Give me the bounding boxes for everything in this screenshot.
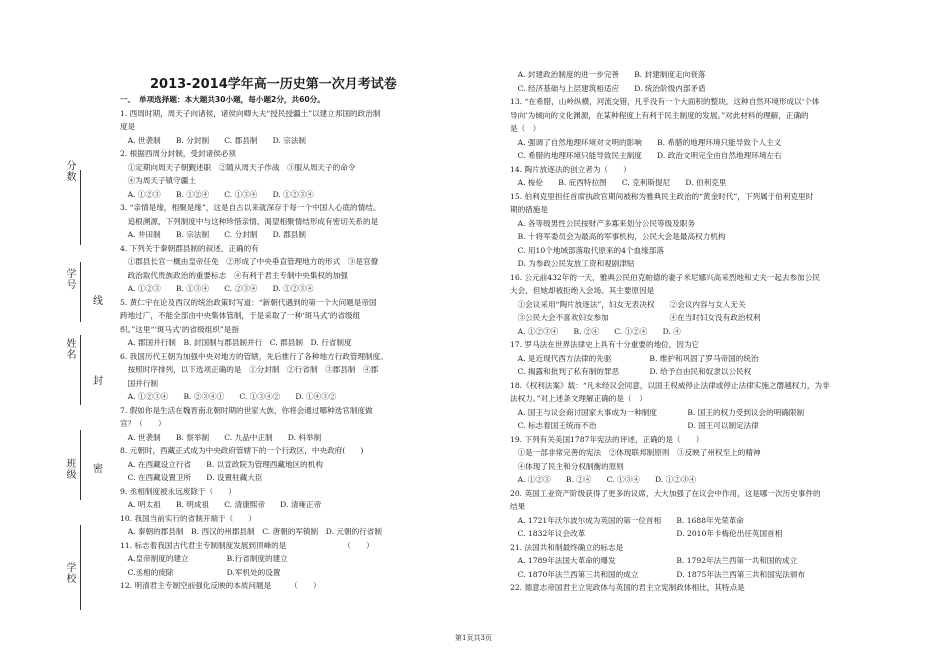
question-line: 度是 xyxy=(120,122,136,131)
question-line: A. ①②③ B. ①②④ C. ①③④ D. ①②③④ xyxy=(120,189,314,199)
question-line: 国并行制 xyxy=(120,378,158,388)
question-line: 17. 罗马法在世界法律史上具有十分重要的地位，因为它 xyxy=(510,340,700,349)
question-line: 政治取代贵族政治的重要标志 ④有利于君主专制中央集权的加强 xyxy=(120,270,348,280)
page-footer: 第1页共3页 xyxy=(455,634,492,642)
question-line: C. 标志着国王统而不治 D. 国王可以制定法律 xyxy=(510,421,759,430)
question-line: B. 十将军委员会为最高的军事机构，公民大会是最高权力机构 xyxy=(510,232,726,241)
question-line: 22. 德意志帝国君主立宪政体与英国的君主立宪制政体相比，其特点是 xyxy=(510,583,745,592)
question-line: ①定期向周天子朝觐述职 ②随从周天子作战 ③服从周天子的命令 xyxy=(120,162,356,172)
question-line: 13. “在希腊，山岭纵横，河流交错，凡乎没有一个大面积的整块。这种自然环境形成以‘个体 xyxy=(510,97,820,106)
question-line: A. ①②③ B. ①③④ C. ②③④ D. ①②③④ xyxy=(120,284,314,293)
student-no-line xyxy=(80,262,81,322)
question-line: A. 封建政治制度的进一步完善 B. 封建制度走向衰落 xyxy=(510,70,706,79)
question-line: A.皇帝制度的建立 B.行省制度的建立 xyxy=(120,554,288,563)
question-line: A. 郡国并行制 B. 封国制与郡县制并行 C. 郡县制 D. 行省制度 xyxy=(120,338,352,347)
question-line: 19. 下列有关美国1787年宪法的评述，正确的是（ ） xyxy=(510,434,704,444)
question-line: 11. 标志着我国古代君主专制制度发展到顶峰的是 （ ） xyxy=(120,540,374,550)
question-line: 跨地过广，不能全部由中央集体管制，于是采取了一种‘斑马式’的省级组 xyxy=(120,311,361,320)
question-line: ④体现了民主和分权制衡的原则 xyxy=(510,461,624,471)
question-line: 追根溯源，下列制度中与这种珍惜亲情、渴望相聚情结形成有密切关系的是 xyxy=(120,216,379,226)
question-line: A. ①②③ B. ②④ C. ①③④ D. ①②③④ xyxy=(510,475,697,484)
question-line: 是（ ） xyxy=(510,124,541,133)
question-line: C. 1870年法兰西第三共和国的成立 D. 1875年法兰西第三共和国宪法颁布 xyxy=(510,569,806,579)
question-line: 16. 公元前432年的一天，雅典公民伯克帕德的妻子米尼娜兴高采烈地和丈夫一起去参加公民 xyxy=(510,272,820,282)
question-line: 5. 黄仁宇在论及西汉的统治政策时写道：“新朝代遇到的第一个大问题是帝国 xyxy=(120,297,377,307)
question-line: ①郡县长官一概由皇帝任免 ②形成了中央垂直管理地方的形式 ③是官僚 xyxy=(120,257,379,266)
question-line: 期的措施是 xyxy=(510,205,548,214)
question-line: C. 用10个地域部落取代原来的4个血缘部落 xyxy=(510,245,664,255)
question-line: A. ①②③④ B. ②③④① C. ①③④② D. ①④③② xyxy=(120,392,337,401)
right-column xyxy=(510,68,895,595)
question-line: A. 明太祖 B. 明成祖 C. 清康熙帝 D. 清雍正帝 xyxy=(120,500,322,509)
question-line: C.丞相的废除 D.军机处的设置 xyxy=(120,567,281,577)
seal-line-mark: 线 xyxy=(93,296,103,307)
question-line: 14. 陶片放逐法的创立者为（ ） xyxy=(510,164,631,174)
question-line: A. ①②③④ B. ②④ C. ①②④ D. ④ xyxy=(510,326,681,336)
question-line: A. 井田制 B. 宗法制 C. 分封制 D. 郡县制 xyxy=(120,230,307,239)
binding-margin xyxy=(0,0,103,658)
question-line: 织。”这里“‘斑马式’的省级组织”是指 xyxy=(120,324,239,334)
question-line: 2. 根据西周分封制，受封诸侯必须 xyxy=(120,149,236,158)
question-line: A. 世袭制 B. 察举制 C. 九品中正制 D. 科举制 xyxy=(120,432,322,442)
question-line: 9. 丞相制度被永远废除于（ ） xyxy=(120,486,236,496)
exam-title: 2013-2014学年高一历史第一次月考试卷 xyxy=(150,77,397,92)
question-line: 结果 xyxy=(510,502,526,511)
question-line: C. 经济基础与上层建筑相适应 D. 统治阶级内部矛盾 xyxy=(510,83,706,93)
score-label: 分数 xyxy=(64,160,75,182)
question-line: ③公民大会不喜欢妇女参加 ④在当时妇女没有政治权利 xyxy=(510,313,761,322)
class-line xyxy=(80,430,81,500)
question-line: 7. 假如你是生活在魏晋南北朝时期的世家大族，你将会通过哪种选官制度做 xyxy=(120,405,373,415)
question-line: ①会议采用“陶片放逐法”，妇女无表决权 ②会议内容与女人无关 xyxy=(510,299,746,309)
question-line: A. 秦朝的郡县制 B. 西汉的州郡县制 C. 唐朝的军镇制 D. 元朝的行省制 xyxy=(120,527,382,536)
name-line xyxy=(80,335,81,405)
question-line: ①是一部非常完善的宪法 ②体现联邦制原则 ③反映了州权至上的精神 xyxy=(510,448,761,457)
school-label: 学校 xyxy=(64,562,75,584)
question-line: A. 国王与议会商讨国家大事成为一种制度 B. 国王的权力受到议会的明确限制 xyxy=(510,407,805,417)
question-line: ④为周天子镇守疆土 xyxy=(120,176,196,185)
question-line: A. 1721年沃尔波尔成为英国的第一位首相 B. 1688年光荣革命 xyxy=(510,515,745,525)
question-line: 大会，但她却被拒绝入会场。其主要原因是 xyxy=(510,286,655,295)
question-line: 按照时序排列，以下选项正确的是 ①分封制 ②行省制 ③郡县制 ④郡 xyxy=(120,365,379,374)
left-column xyxy=(120,93,465,593)
closed-mark: 密 xyxy=(93,464,103,475)
question-line: 法权力。”对上述条文理解正确的是（ ） xyxy=(510,394,647,403)
question-line: 18.《权利法案》载：“凡未经议会同意，以国王权威停止法律或停止法律实施之僭越权力，为非 xyxy=(510,380,830,390)
question-line: 21. 法国共和制最终确立的标志是 xyxy=(510,542,624,552)
question-line: 6. 我国历代王朝为加强中央对地方的管辖，先后推行了各种地方行政管理制度。 xyxy=(120,351,388,361)
question-line: C. 在西藏设置卫所 D. 设置驻藏大臣 xyxy=(120,473,263,482)
question-line: C. 揭露和批判了私有制的罪恶 D. 给予自由民和奴隶以公民权 xyxy=(510,367,752,376)
question-line: 10. 我国当前实行的省制开端于（ ） xyxy=(120,513,256,523)
question-line: C. 希腊的地理环境只能导致民主制度 D. 政治文明完全由自然地理环境左右 xyxy=(510,151,782,160)
question-line: 官？（ ） xyxy=(120,419,166,428)
question-line: A. 1789年法国大革命的爆发 B. 1792年法兰西第一共和国的成立 xyxy=(510,556,798,565)
section-heading: 一、 单项选择题：本大题共30小题，每小题2分，共60分。 xyxy=(120,95,325,104)
question-line: 12. 明清君主专制空前强化反映的本质问题是 （ ） xyxy=(120,581,321,590)
class-label: 班级 xyxy=(64,458,75,480)
question-line: A. 世袭制 B. 分封制 C. 郡县制 D. 宗法制 xyxy=(120,135,307,145)
question-line: 20. 英国工业资产阶级获得了更多的议席，大大加强了在议会中作用，这是哪一次历史事件的 xyxy=(510,488,821,498)
question-line: 3. “亲情是缘，相聚是缘”，这是自古以来就深存于每一个中国人心底的情结。 xyxy=(120,203,381,212)
school-line xyxy=(80,525,81,610)
name-label: 姓名 xyxy=(64,338,75,360)
question-line: 8. 元朝时，西藏正式成为中央政府管辖下的一个行政区，中央政府( ) xyxy=(120,446,364,455)
question-line: A. 强调了自然地理环境对文明的影响 B. 希腊的地理环境只能导致个人主义 xyxy=(510,137,782,147)
question-line: A. 各等级男性公民按财产多寡来划分公民等级及职务 xyxy=(510,218,695,228)
question-line: A. 是近现代西方法律的先驱 B. 维护和巩固了罗马帝国的统治 xyxy=(510,353,759,363)
question-line: D. 为参政公民发放工资和观剧津贴 xyxy=(510,259,635,268)
question-line: C. 1832年议会改革 D. 2010年卡梅伦出任英国首相 xyxy=(510,529,783,538)
score-line xyxy=(80,170,81,245)
question-line: A. 梭伦 B. 庇西特拉图 C. 克利斯提尼 D. 伯利克里 xyxy=(510,178,727,187)
question-line: 1. 西周时期，周天子向诸侯，诸侯向卿大夫“授民授疆土”以建立邦国的政治制 xyxy=(120,108,381,118)
question-line: 4. 下列关于秦朝郡县制的叙述，正确的有 xyxy=(120,243,259,253)
seal-mark: 封 xyxy=(93,376,103,387)
student-no-label: 学号 xyxy=(64,268,75,290)
question-line: 导向’为倾向的文化渊源，在某种程度上有利于民主制度的发展。”对此材料的理解，正确的 xyxy=(510,110,809,120)
question-line: A. 在西藏设立行省 B. 以宣政院为管理西藏地区的机构 xyxy=(120,459,323,469)
question-line: 15. 伯利克里担任首席执政官期间被称为雅典民主政治的“黄金时代”，下列属于伯利克里时 xyxy=(510,191,814,201)
